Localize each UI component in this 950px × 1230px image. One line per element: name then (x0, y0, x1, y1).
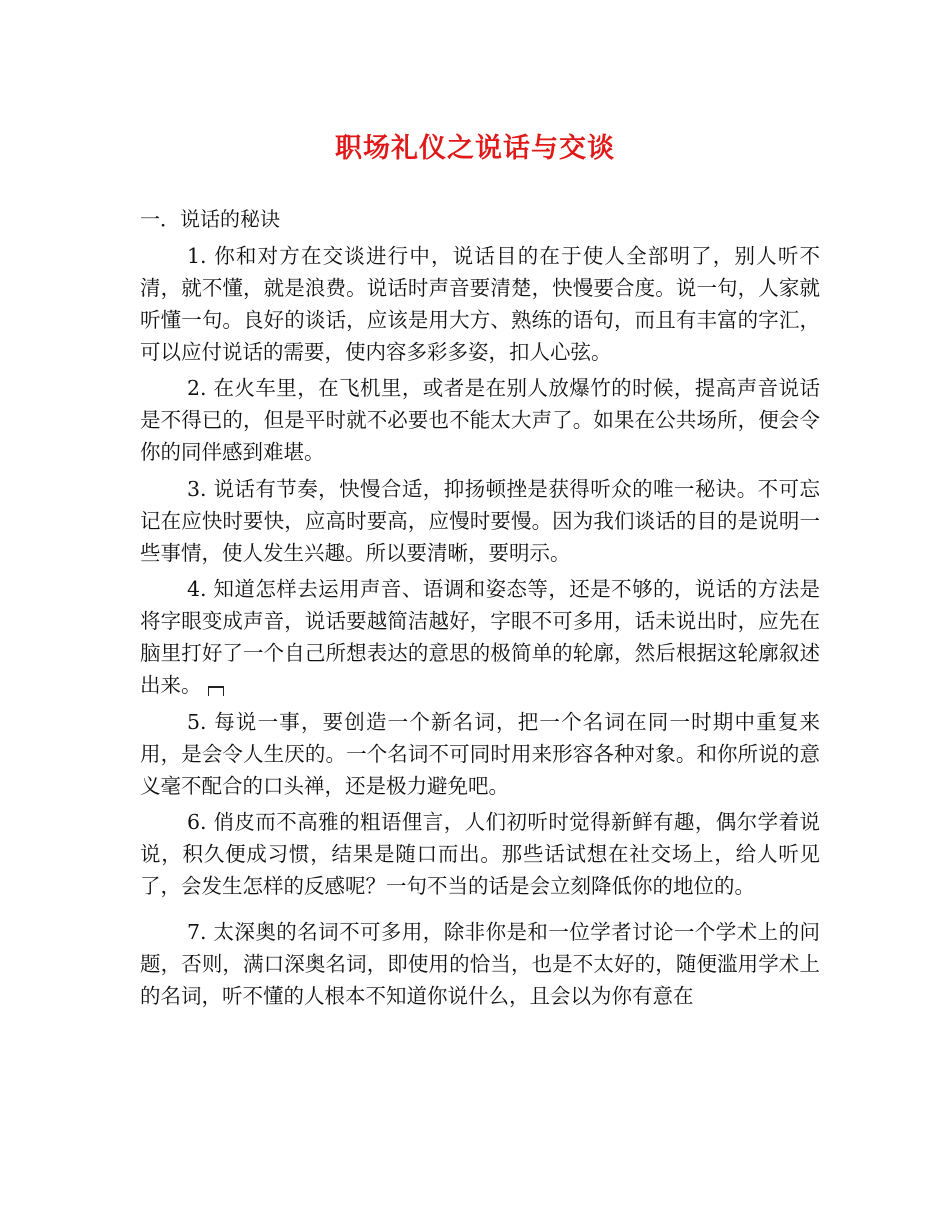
edit-mark-icon (208, 686, 224, 696)
paragraph-4-text: 4. 知道怎样去运用声音、语调和姿态等，还是不够的，说话的方法是将字眼变成声音，说话要越简洁越好，字眼不可多用，话未说出时，应先在脑里打好了一个自己所想表达的意思的极简单的轮廓，然后根据这轮廓叙述出来。 (140, 577, 820, 697)
paragraph-1-text: 1. 你和对方在交谈进行中，说话目的在于使人全部明了，别人听不清，就不懂，就是浪费。说话时声音要清楚，快慢要合度。说一句，人家就听懂一句。良好的谈话，应该是用大方、熟练的语句，而且有丰富的字汇，可以应付说话的需要，使内容多彩多姿，扣人心弦。 (140, 243, 820, 364)
paragraph-2-text: 2. 在火车里，在飞机里，或者是在别人放爆竹的时候，提高声音说话是不得已的，但是平时就不必要也不能太大声了。如果在公共场所，便会令你的同伴感到难堪。 (140, 376, 820, 464)
paragraph-4 (140, 573, 820, 701)
paragraph-3-text: 3. 说话有节奏，快慢合适，抑扬顿挫是获得听众的唯一秘诀。不可忘记在应快时要快，应高时要高，应慢时要慢。因为我们谈话的目的是说明一些事情，使人发生兴趣。所以要清晰，要明示。 (140, 476, 820, 565)
paragraph-1 (140, 240, 820, 368)
paragraph-2 (140, 372, 820, 468)
paragraph-5-text: 5. 每说一事，要创造一个新名词，把一个名词在同一时期中重复来用，是会令人生厌的。一个名词不可同时用来形容各种对象。和你所说的意义毫不配合的口头禅，还是极力避免吧。 (140, 709, 820, 798)
paragraph-5 (140, 706, 820, 802)
paragraph-7 (140, 916, 820, 1012)
paragraph-6-text: 6. 俏皮而不高雅的粗语俚言，人们初听时觉得新鲜有趣，偶尔学着说说，积久便成习惯，结果是随口而出。那些话试想在社交场上，给人听见了，会发生怎样的反感呢？一句不当的话是会立刻降低你的地位的。 (140, 810, 820, 898)
paragraph-3 (140, 473, 820, 569)
paragraph-7-text: 7. 太深奥的名词不可多用，除非你是和一位学者讨论一个学术上的问题，否则，满口深奥名词，即使用的恰当，也是不太好的，随便滥用学术上的名词，听不懂的人根本不知道你说什么，且会以为你有意在 (140, 920, 820, 1008)
paragraph-6 (140, 806, 820, 902)
document-title: 职场礼仪之说话与交谈 (335, 133, 615, 164)
section-heading: 一．说话的秘诀 (140, 207, 280, 231)
document-body (140, 203, 820, 1012)
